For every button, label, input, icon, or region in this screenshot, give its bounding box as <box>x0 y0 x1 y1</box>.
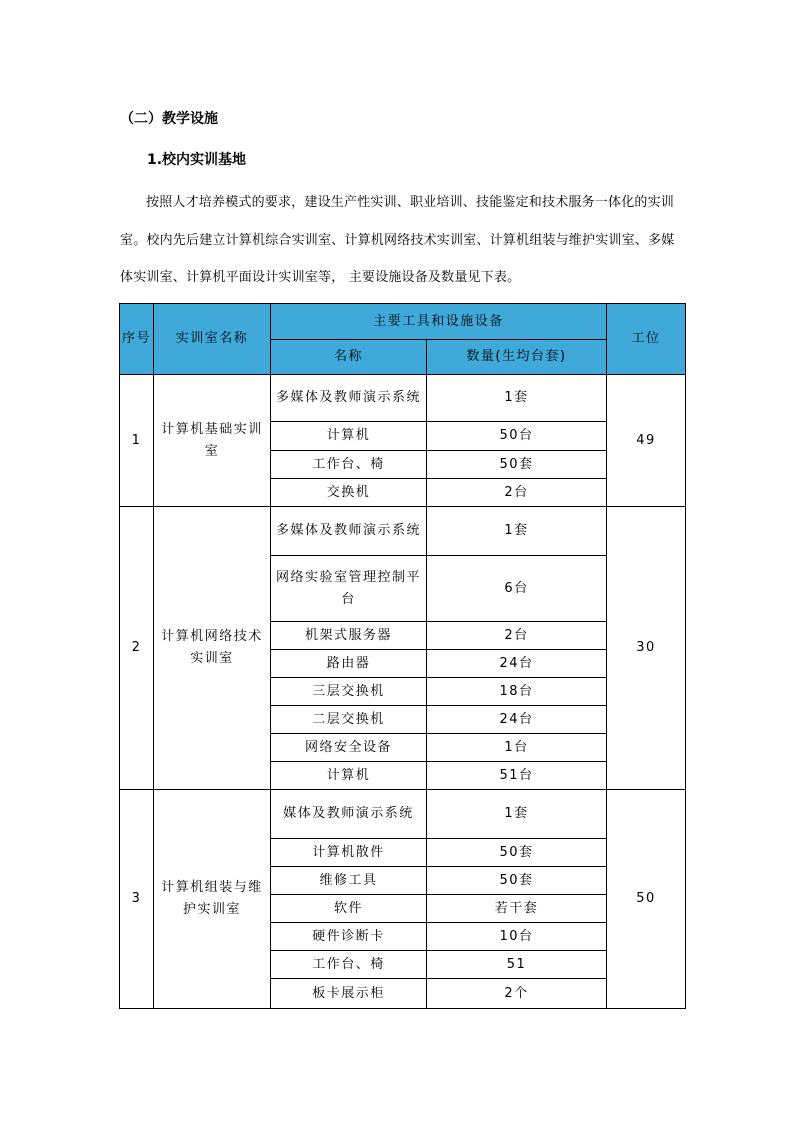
header-room: 实训室名称 <box>154 304 271 375</box>
room-name: 计算机组装与维护实训室 <box>154 790 271 1009</box>
item-qty: 若干套 <box>427 895 607 923</box>
item-qty: 1套 <box>427 375 607 422</box>
header-no: 序号 <box>120 304 154 375</box>
item-name: 三层交换机 <box>271 678 427 706</box>
item-qty: 10台 <box>427 923 607 951</box>
item-name: 计算机散件 <box>271 839 427 867</box>
intro-paragraph: 按照人才培养模式的要求，建设生产性实训、职业培训、技能鉴定和技术服务一体化的实训室。校内先后建立计算机综合实训室、计算机网络技术实训室、计算机组装与维护实训室、多媒体实训室、计算机平面设计实训室等， 主要设施设备及数量见下表。 <box>120 195 675 285</box>
sub-heading: 1.校内实训基地 <box>147 152 247 168</box>
room-no: 2 <box>120 507 154 790</box>
item-qty: 24台 <box>427 650 607 678</box>
item-name: 多媒体及教师演示系统 <box>271 507 427 556</box>
item-qty: 2个 <box>427 979 607 1009</box>
item-qty: 18台 <box>427 678 607 706</box>
item-qty: 24台 <box>427 706 607 734</box>
item-name: 媒体及教师演示系统 <box>271 790 427 839</box>
item-name: 交换机 <box>271 479 427 507</box>
item-qty: 1套 <box>427 507 607 556</box>
item-name: 网络实验室管理控制平台 <box>271 556 427 622</box>
item-name: 维修工具 <box>271 867 427 895</box>
room-stations: 50 <box>607 790 686 1009</box>
item-qty: 50套 <box>427 451 607 479</box>
item-name: 路由器 <box>271 650 427 678</box>
section-heading: （二）教学设施 <box>120 111 218 127</box>
header-equipment-group: 主要工具和设施设备 <box>271 304 607 340</box>
facility-table <box>119 303 686 1009</box>
table-row <box>120 507 686 556</box>
table-row <box>120 790 686 839</box>
room-name: 计算机网络技术实训室 <box>154 507 271 790</box>
room-stations: 30 <box>607 507 686 790</box>
item-name: 计算机 <box>271 422 427 451</box>
item-name: 板卡展示柜 <box>271 979 427 1009</box>
room-no: 1 <box>120 375 154 507</box>
item-name: 二层交换机 <box>271 706 427 734</box>
item-name: 网络安全设备 <box>271 734 427 762</box>
item-name: 机架式服务器 <box>271 622 427 650</box>
header-stations: 工位 <box>607 304 686 375</box>
item-name: 工作台、椅 <box>271 451 427 479</box>
item-qty: 50套 <box>427 867 607 895</box>
item-name: 计算机 <box>271 762 427 790</box>
item-qty: 1台 <box>427 734 607 762</box>
item-qty: 6台 <box>427 556 607 622</box>
room-no: 3 <box>120 790 154 1009</box>
item-name: 工作台、椅 <box>271 951 427 979</box>
header-name: 名称 <box>271 340 427 375</box>
item-qty: 50台 <box>427 422 607 451</box>
item-qty: 2台 <box>427 622 607 650</box>
room-name: 计算机基础实训室 <box>154 375 271 507</box>
item-qty: 2台 <box>427 479 607 507</box>
item-qty: 1套 <box>427 790 607 839</box>
item-name: 软件 <box>271 895 427 923</box>
header-qty: 数量(生均台套) <box>427 340 607 375</box>
item-qty: 51台 <box>427 762 607 790</box>
item-qty: 51 <box>427 951 607 979</box>
table-row <box>120 375 686 422</box>
room-stations: 49 <box>607 375 686 507</box>
item-qty: 50套 <box>427 839 607 867</box>
item-name: 多媒体及教师演示系统 <box>271 375 427 422</box>
item-name: 硬件诊断卡 <box>271 923 427 951</box>
